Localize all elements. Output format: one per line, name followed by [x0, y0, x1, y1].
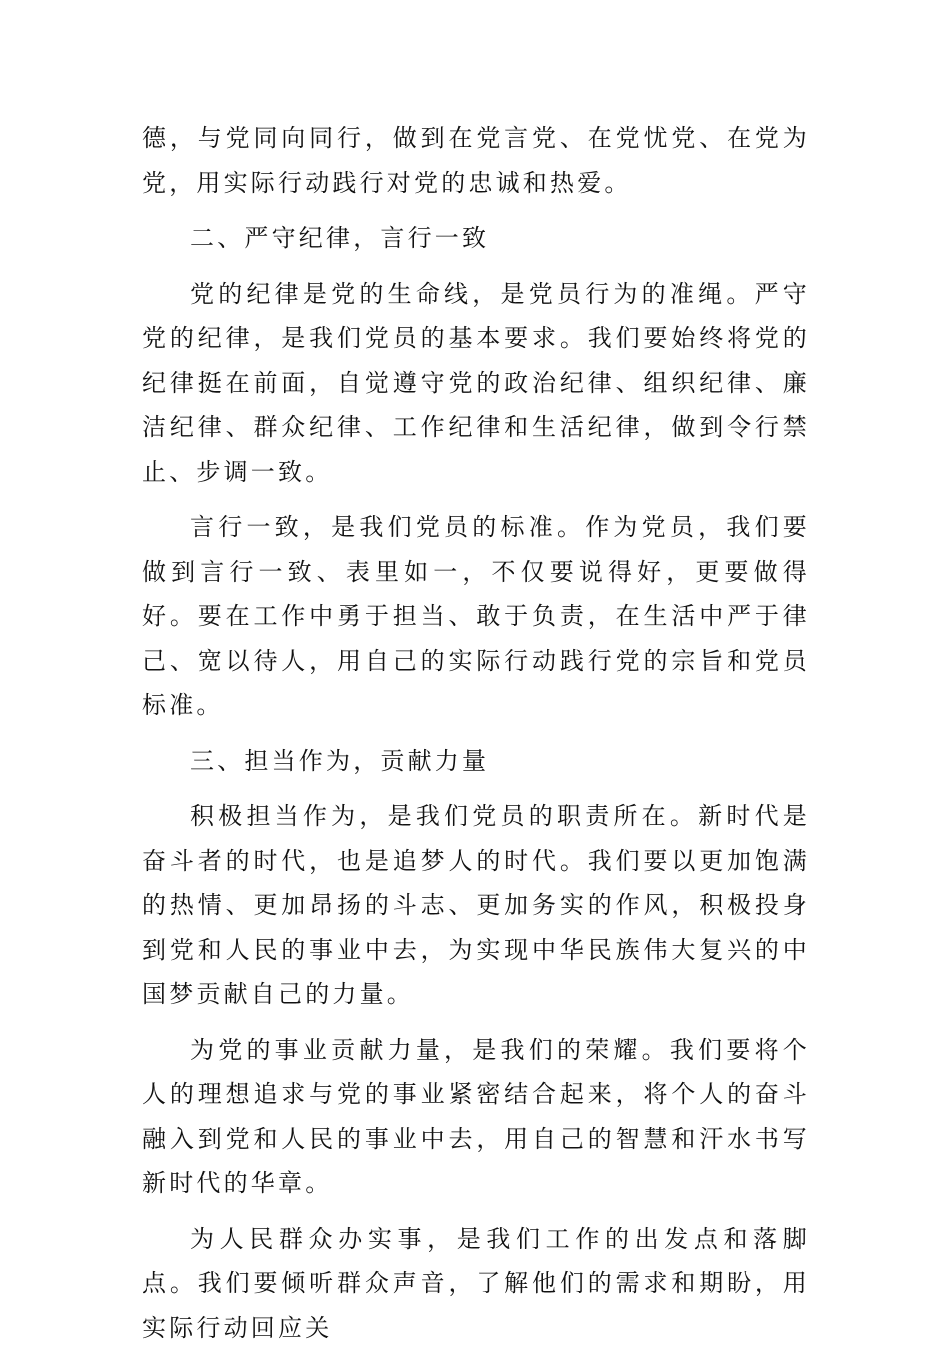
section-heading-3: 三、担当作为，贡献力量 [190, 746, 490, 775]
paragraph-contribution: 为党的事业贡献力量，是我们的荣耀。我们要将个人的理想追求与党的事业紧密结合起来，将个人的奋斗融入到党和人民的事业中去，用自己的智慧和汗水书写新时代的华章。 [142, 1035, 810, 1197]
document-page [142, 116, 810, 1361]
paragraph-responsibility: 积极担当作为，是我们党员的职责所在。新时代是奋斗者的时代，也是追梦人的时代。我们要以更加饱满的热情、更加昂扬的斗志、更加务实的作风，积极投身到党和人民的事业中去，为实现中华民族伟大复兴的中国梦贡献自己的力量。 [142, 802, 810, 1008]
paragraph-continuation: 德，与党同向同行，做到在党言党、在党忧党、在党为党，用实际行动践行对党的忠诚和热爱。 [142, 124, 810, 197]
paragraph-consistency: 言行一致，是我们党员的标准。作为党员，我们要做到言行一致、表里如一，不仅要说得好，更要做得好。要在工作中勇于担当、敢于负责，在生活中严于律己、宽以待人，用自己的实际行动践行党的宗旨和党员标准。 [142, 513, 810, 719]
paragraph-discipline: 党的纪律是党的生命线，是党员行为的准绳。严守党的纪律，是我们党员的基本要求。我们要始终将党的纪律挺在前面，自觉遵守党的政治纪律、组织纪律、廉洁纪律、群众纪律、工作纪律和生活纪律，做到令行禁止、步调一致。 [142, 279, 810, 486]
section-heading-2: 二、严守纪律，言行一致 [190, 224, 490, 252]
paragraph-people: 为人民群众办实事，是我们工作的出发点和落脚点。我们要倾听群众声音，了解他们的需求和期盼，用实际行动回应关 [142, 1224, 810, 1342]
